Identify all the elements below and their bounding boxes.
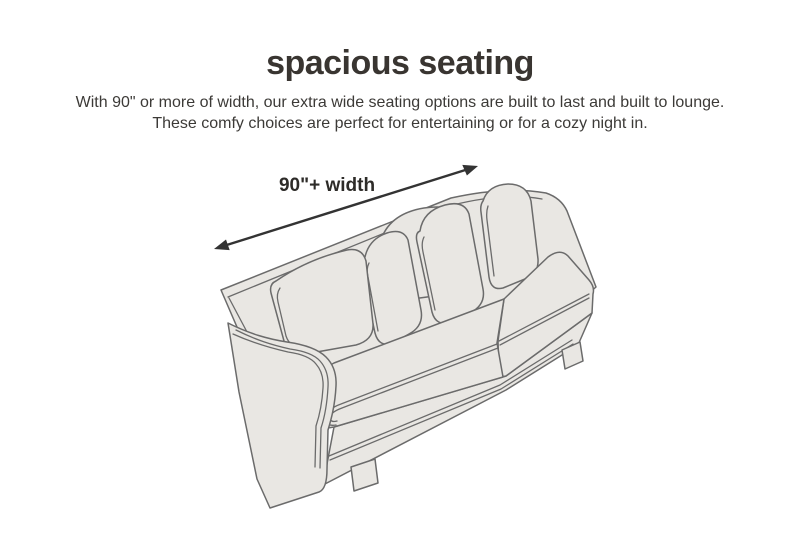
- description-line-2: These comfy choices are perfect for entertaining or for a cozy night in.: [152, 115, 648, 132]
- arrowhead-left-icon: [214, 240, 230, 251]
- sofa-drawing: [221, 184, 596, 508]
- page-title: spacious seating: [266, 44, 534, 82]
- dimension-label: 90"+ width: [278, 175, 376, 196]
- arrowhead-right-icon: [462, 165, 478, 176]
- description-line-1: With 90" or more of width, our extra wide seating options are built to last and built to lounge.: [75, 94, 725, 111]
